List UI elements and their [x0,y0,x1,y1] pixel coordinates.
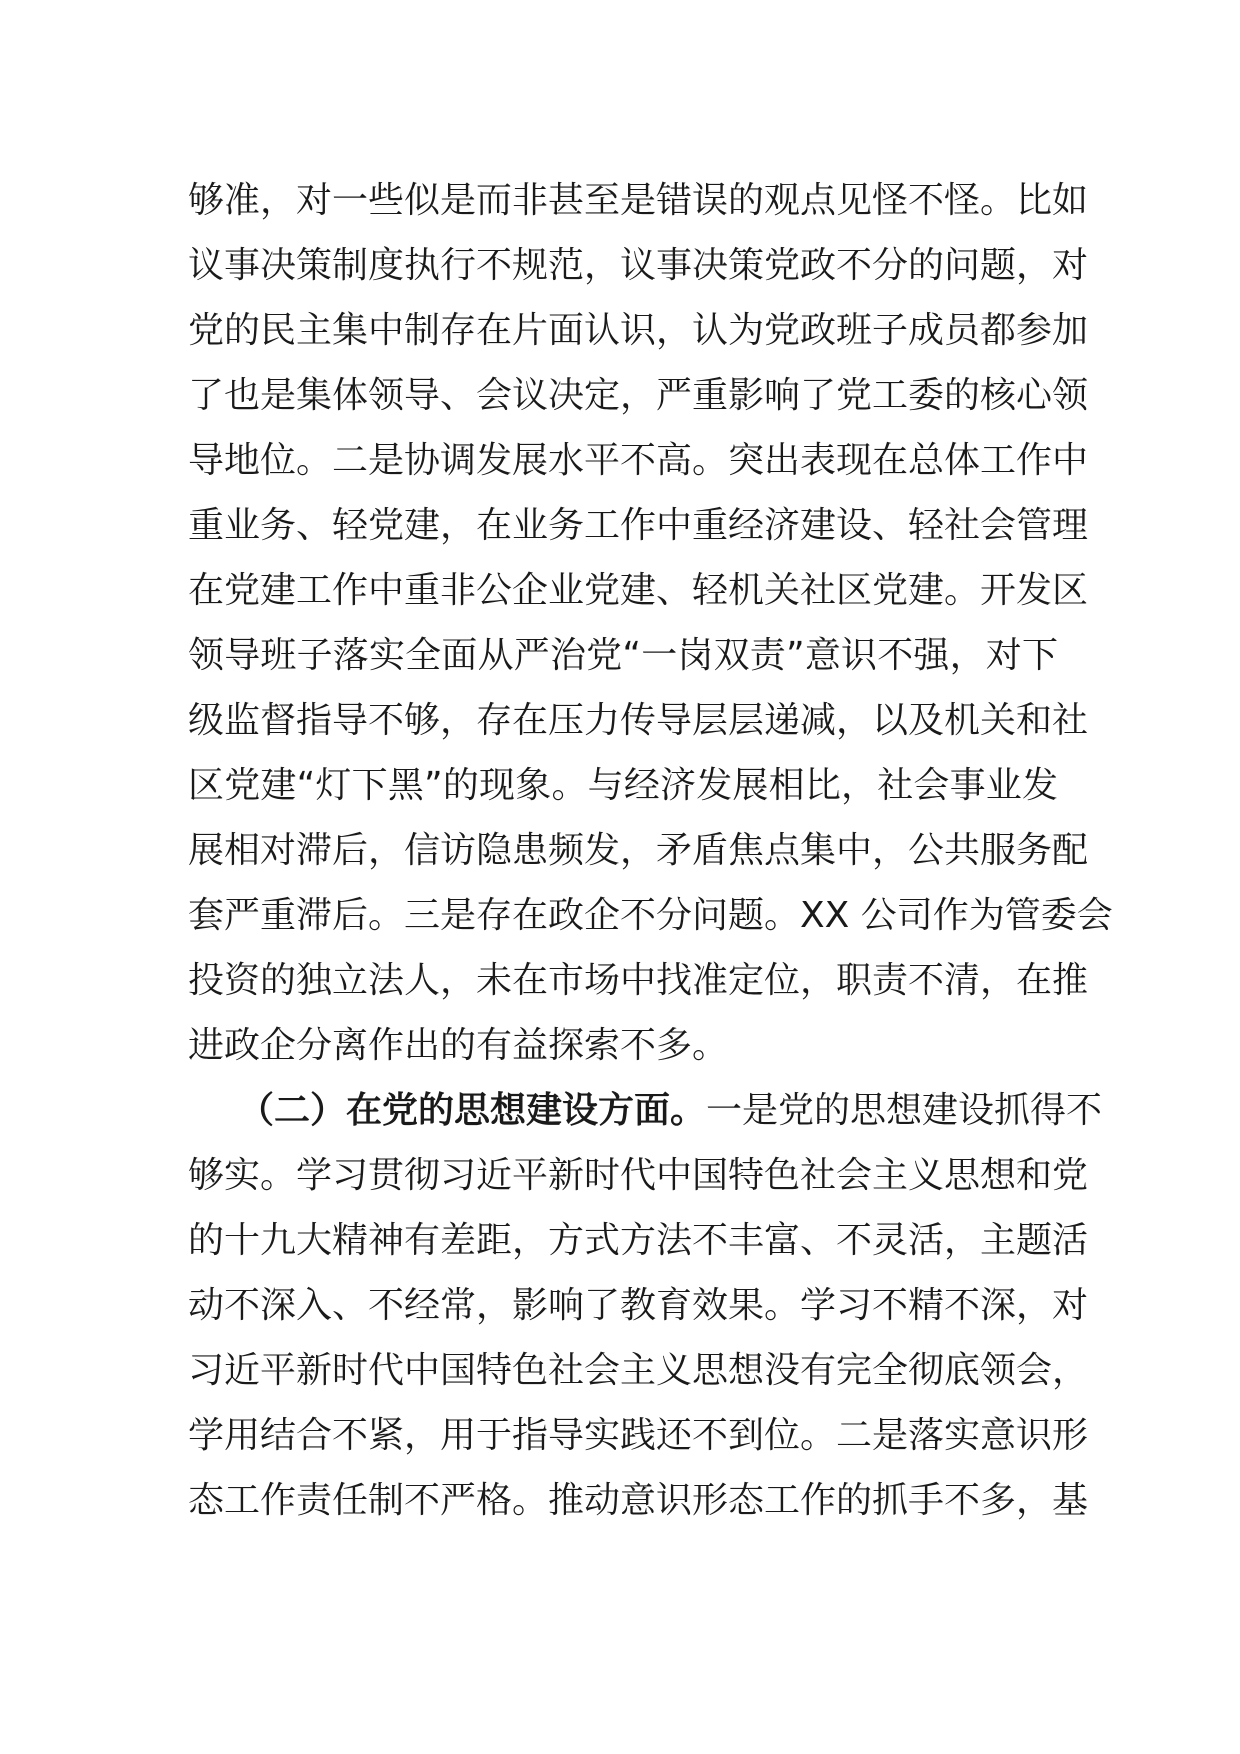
text-line: 区党建“灯下黑”的现象。与经济发展相比，社会事业发 [188,765,1058,806]
body-text [188,168,1113,1533]
section-heading: （二）在党的思想建设方面。 [238,1090,707,1131]
text-line: 了也是集体领导、会议决定，严重影响了党工委的核心领 [188,375,1089,416]
text-line: 套严重滞后。三是存在政企不分问题。XX 公司作为管委会 [188,895,1113,936]
text-line: 习近平新时代中国特色社会主义思想没有完全彻底领会， [188,1350,1089,1391]
text-line: 的十九大精神有差距，方式方法不丰富、不灵活，主题活 [188,1220,1089,1261]
text-line: 领导班子落实全面从严治党“一岗双责”意识不强，对下 [188,635,1058,676]
text-line: 投资的独立法人，未在市场中找准定位，职责不清，在推 [188,960,1089,1001]
text-line: 学用结合不紧，用于指导实践还不到位。二是落实意识形 [188,1415,1089,1456]
text-line: 进政企分离作出的有益探索不多。 [188,1025,729,1066]
section-heading-line [188,1078,1103,1143]
text-line: 导地位。二是协调发展水平不高。突出表现在总体工作中 [188,440,1089,481]
text-line: 动不深入、不经常，影响了教育效果。学习不精不深，对 [188,1285,1089,1326]
text-line: 在党建工作中重非公企业党建、轻机关社区党建。开发区 [188,570,1089,611]
section-heading-rest: 一是党的思想建设抓得不 [706,1090,1103,1131]
text-line: 级监督指导不够，存在压力传导层层递减，以及机关和社 [188,700,1089,741]
text-line: 够实。学习贯彻习近平新时代中国特色社会主义思想和党 [188,1155,1089,1196]
text-line: 展相对滞后，信访隐患频发，矛盾焦点集中，公共服务配 [188,830,1089,871]
text-line: 态工作责任制不严格。推动意识形态工作的抓手不多，基 [188,1480,1089,1521]
text-line: 够准，对一些似是而非甚至是错误的观点见怪不怪。比如 [188,180,1089,221]
text-line: 党的民主集中制存在片面认识，认为党政班子成员都参加 [188,310,1089,351]
text-line: 议事决策制度执行不规范，议事决策党政不分的问题，对 [188,245,1089,286]
text-line: 重业务、轻党建，在业务工作中重经济建设、轻社会管理 [188,505,1089,546]
